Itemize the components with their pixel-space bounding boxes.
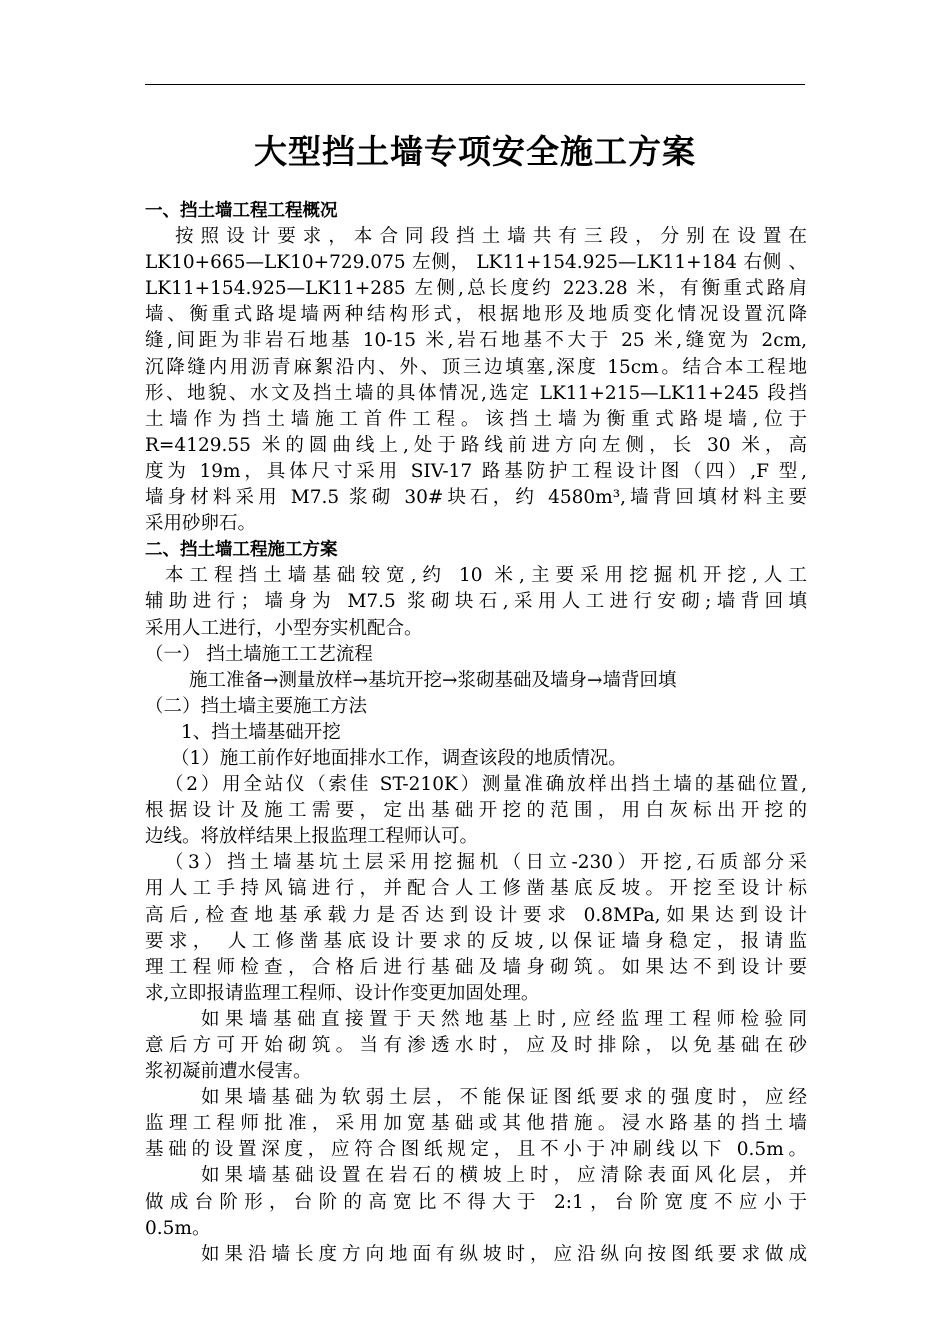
paragraph-line: 度为 19m，具体尺寸采用 SIV-17 路基防护工程设计图（四）,F 型, [145,460,807,482]
paragraph-line: 如果墙基础为软弱土层，不能保证图纸要求的强度时，应经 [201,1087,807,1109]
item-heading: 1、挡土墙基础开挖 [181,721,341,743]
paragraph-line: 按照设计要求，本合同段挡土墙共有三段，分别在设置在 [175,226,807,248]
paragraph-line: 要求， 人工修凿基底设计要求的反坡,以保证墙身稳定，报请监 [145,930,807,952]
paragraph-line: 基础的设置深度，应符合图纸规定，且不小于冲刷线以下 0.5m。 [145,1139,807,1161]
paragraph-line: 0.5m。 [145,1217,211,1239]
paragraph-line: 土墙作为挡土墙施工首件工程。该挡土墙为衡重式路堤墙,位于 [145,408,807,430]
paragraph-line: 沉降缝内用沥青麻絮沿内、外、顶三边填塞,深度 15cm。结合本工程地 [145,356,807,378]
paragraph-line: 用人工手持风镐进行，并配合人工修凿基底反坡。开挖至设计标 [145,878,807,900]
paragraph-line: 监理工程师批准，采用加宽基础或其他措施。浸水路基的挡土墙 [145,1113,807,1135]
section-heading-2: 二、挡土墙工程施工方案 [145,540,338,561]
page-title: 大型挡土墙专项安全施工方案 [254,132,696,171]
paragraph-line: 缝,间距为非岩石地基 10-15 米,岩石地基不大于 25 米,缝宽为 2cm, [145,330,807,352]
list-item: （1）施工前作好地面排水工作，调查该段的地质情况。 [171,747,627,769]
paragraph-line: 采用人工进行，小型夯实机配合。 [145,617,423,639]
paragraph-line: 求,立即报请监理工程师、设计作变更加固处理。 [145,982,540,1004]
document-body [145,198,807,1268]
paragraph-line: 形、地貌、水文及挡土墙的具体情况,选定 LK11+215—LK11+245 段挡 [145,382,807,404]
paragraph-line: LK10+665—LK10+729.075 左侧， LK11+154.925—LK11+184 右侧 、 [145,252,807,274]
list-item: （3）挡土墙基坑土层采用挖掘机（日立-230）开挖,石质部分采 [165,852,807,874]
process-flow: 施工准备→测量放样→基坑开挖→浆砌基础及墙身→墙背回填 [189,669,677,691]
paragraph-line: R=4129.55 米的圆曲线上,处于路线前进方向左侧，长 30 米，高 [145,434,807,456]
list-item: （2）用全站仪（索佳 ST-210K）测量准确放样出挡土墙的基础位置, [165,774,807,796]
paragraph-line: 做成台阶形，台阶的高宽比不得大于 2:1，台阶宽度不应小于 [145,1191,807,1213]
paragraph-line: 边线。将放样结果上报监理工程师认可。 [145,826,479,848]
paragraph-line: 浆初凝前遭水侵害。 [145,1061,312,1083]
paragraph-line: 如果沿墙长度方向地面有纵坡时，应沿纵向按图纸要求做成 [201,1243,807,1265]
paragraph-line: 如果墙基础直接置于天然地基上时,应经监理工程师检验同 [201,1008,807,1030]
paragraph-line: 采用砂卵石。 [145,513,257,535]
paragraph-line: LK11+154.925—LK11+285 左侧,总长度约 223.28 米，有衡重式路肩 [145,278,807,300]
header-rule [145,84,805,85]
paragraph-line: 根据设计及施工需要，定出基础开挖的范围，用白灰标出开挖的 [145,800,807,822]
paragraph-line: 高后,检查地基承载力是否达到设计要求 0.8MPa,如果达到设计 [145,904,807,926]
subsection-heading: （一） 挡土墙施工工艺流程 [145,643,373,665]
paragraph-line: 意后方可开始砌筑。当有渗透水时，应及时排除，以免基础在砂 [145,1035,807,1056]
paragraph-line: 辅助进行；墙身为 M7.5 浆砌块石,采用人工进行安砌;墙背回填 [145,591,807,613]
paragraph-line: 墙身材料采用 M7.5 浆砌 30#块石，约 4580m³,墙背回填材料主要 [145,487,807,509]
section-heading-1: 一、挡土墙工程工程概况 [145,201,338,221]
subsection-heading: （二）挡土墙主要施工方法 [145,695,368,717]
paragraph-line: 理工程师检查，合格后进行基础及墙身砌筑。如果达不到设计要 [145,956,807,978]
paragraph-line: 本工程挡土墙基础较宽,约 10 米,主要采用挖掘机开挖,人工 [165,565,807,587]
paragraph-line: 墙、衡重式路堤墙两种结构形式，根据地形及地质变化情况设置沉降 [145,304,807,326]
paragraph-line: 如果墙基础设置在岩石的横坡上时，应清除表面风化层，并 [201,1165,807,1187]
